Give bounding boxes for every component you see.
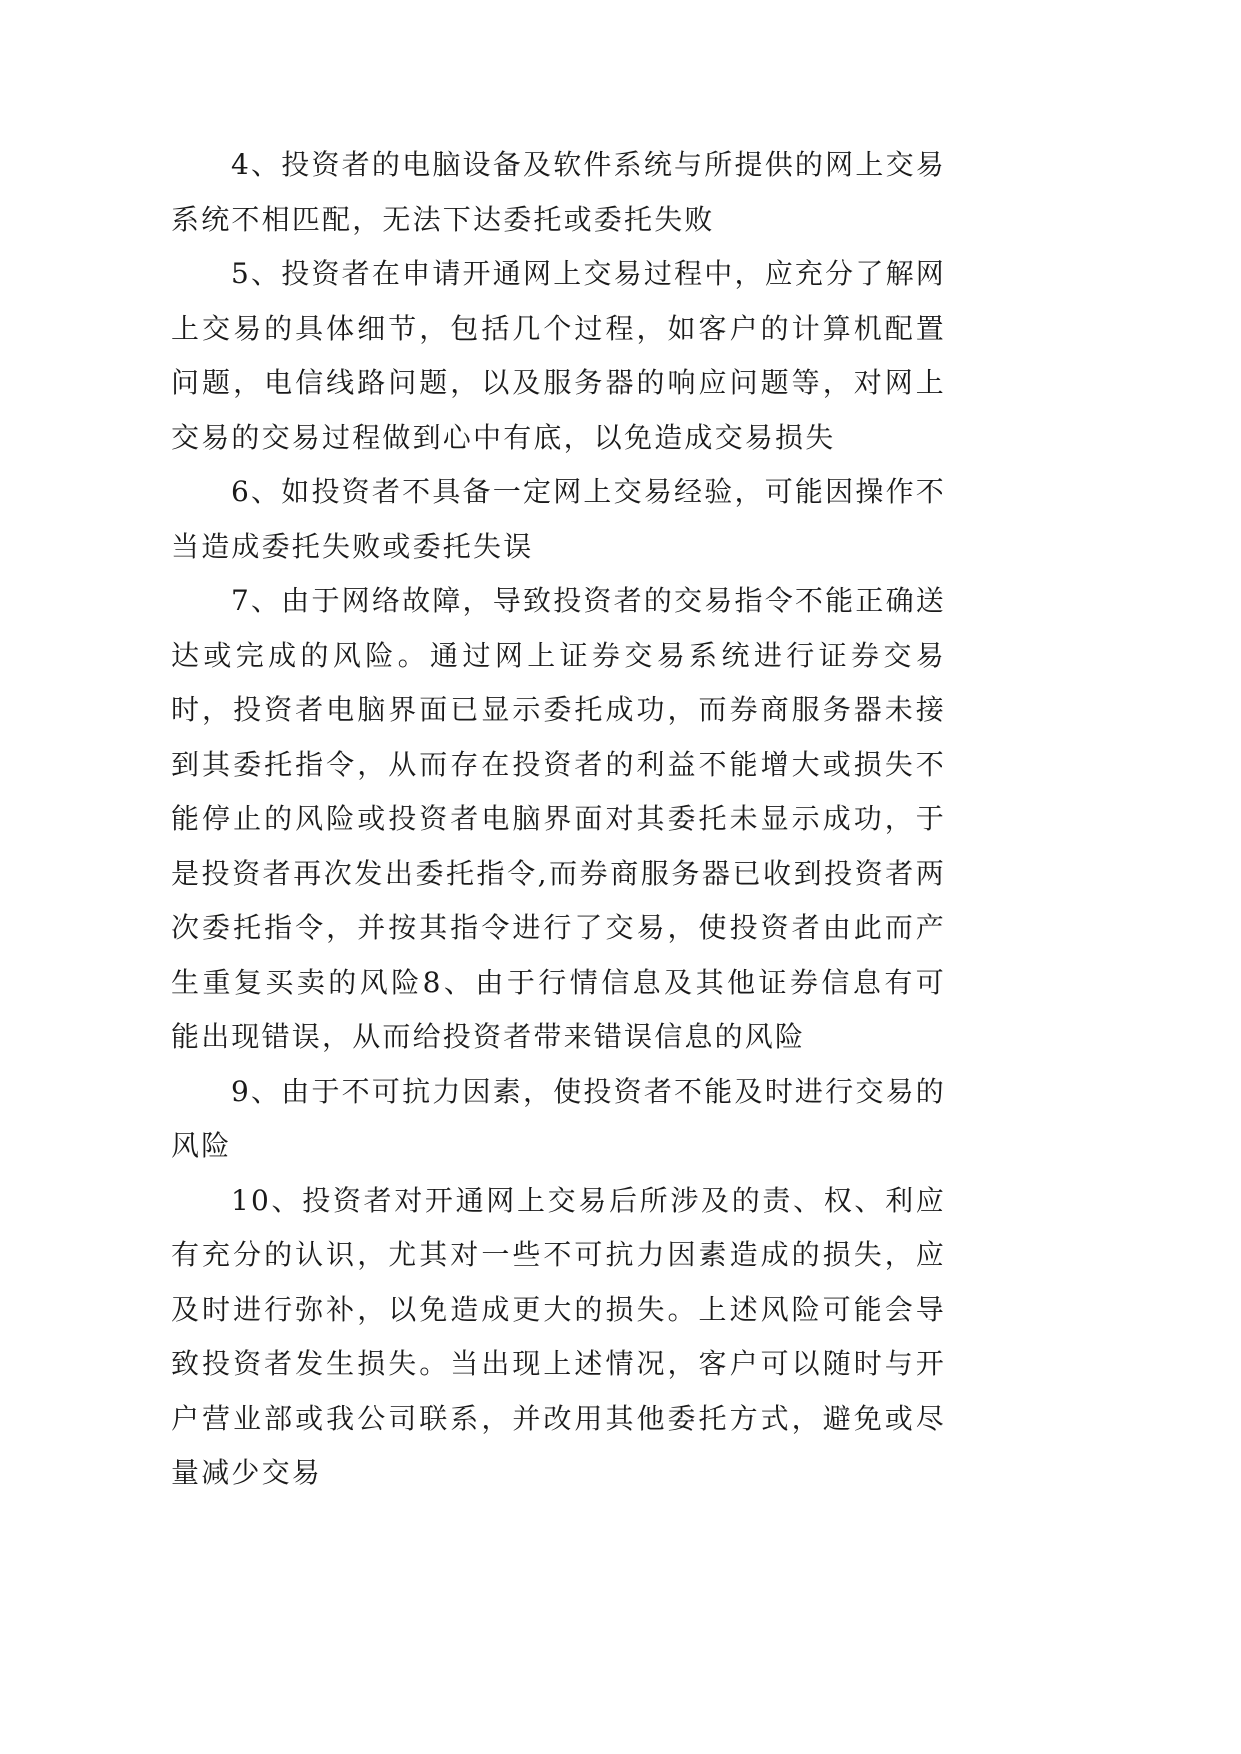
paragraph-item-4: 4、投资者的电脑设备及软件系统与所提供的网上交易系统不相匹配，无法下达委托或委托失败 xyxy=(171,148,946,236)
paragraph-item-10: 10、投资者对开通网上交易后所涉及的责、权、利应有充分的认识，尤其对一些不可抗力因素造成的损失，应及时进行弥补，以免造成更大的损失。上述风险可能会导致投资者发生损失。当出现上述情况，客户可以随时与开户营业部或我公司联系，并改用其他委托方式，避免或尽量减少交易 xyxy=(171,1183,946,1489)
paragraph-item-6: 6、如投资者不具备一定网上交易经验，可能因操作不当造成委托失败或委托失误 xyxy=(171,475,946,563)
document-body xyxy=(171,138,946,1501)
paragraph-item-7: 7、由于网络故障，导致投资者的交易指令不能正确送达或完成的风险。通过网上证券交易系统进行证券交易时，投资者电脑界面已显示委托成功，而券商服务器未接到其委托指令，从而存在投资者的利益不能增大或损失不能停止的风险或投资者电脑界面对其委托未显示成功，于是投资者再次发出委托指令,而券商服务器已收到投资者两次委托指令，并按其指令进行了交易，使投资者由此而产生重复买卖的风险8、由于行情信息及其他证券信息有可能出现错误，从而给投资者带来错误信息的风险 xyxy=(171,584,946,1053)
paragraph-item-5: 5、投资者在申请开通网上交易过程中，应充分了解网上交易的具体细节，包括几个过程，如客户的计算机配置问题，电信线路问题，以及服务器的响应问题等，对网上交易的交易过程做到心中有底，以免造成交易损失 xyxy=(171,257,946,454)
paragraph-item-9: 9、由于不可抗力因素，使投资者不能及时进行交易的风险 xyxy=(171,1074,946,1162)
